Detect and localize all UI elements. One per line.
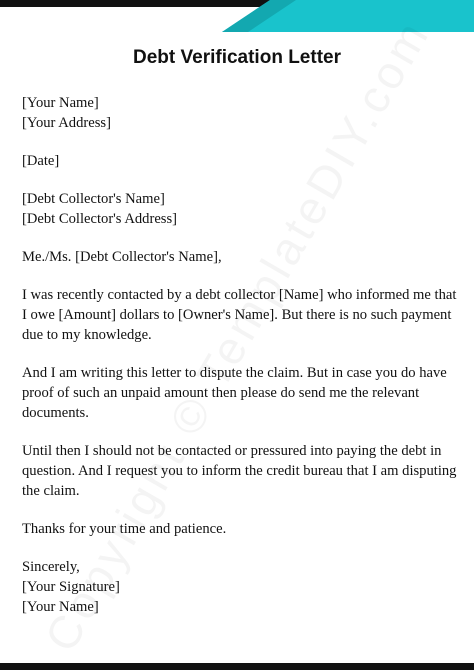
closing-name: [Your Name]	[22, 599, 99, 615]
paragraph-line: documents.	[22, 405, 89, 421]
salutation	[22, 247, 458, 267]
paragraph-line: Until then I should not be contacted or pressured into paying the debt in	[22, 443, 442, 459]
sender-address: [Your Address]	[22, 115, 111, 131]
signature-placeholder: [Your Signature]	[22, 579, 120, 595]
paragraph-line: the claim.	[22, 483, 80, 499]
bottom-dark-bar	[0, 663, 474, 670]
salutation-text: Me./Ms. [Debt Collector's Name],	[22, 249, 222, 265]
paragraph-line: proof of such an unpaid amount then please do send me the relevant	[22, 385, 420, 401]
closing-word: Sincerely,	[22, 559, 80, 575]
date-line	[22, 151, 458, 171]
sender-name: [Your Name]	[22, 95, 99, 111]
paragraph-line: I was recently contacted by a debt collector [Name] who informed me that	[22, 287, 457, 303]
recipient-block	[22, 189, 458, 229]
paragraph-line: I owe [Amount] dollars to [Owner's Name]. But there is no such payment	[22, 307, 452, 323]
paragraph-line: due to my knowledge.	[22, 327, 152, 343]
thanks-line	[22, 519, 458, 539]
recipient-address: [Debt Collector's Address]	[22, 211, 178, 227]
sender-block	[22, 93, 458, 133]
paragraph-1	[22, 285, 458, 345]
thanks-text: Thanks for your time and patience.	[22, 521, 227, 537]
paragraph-line: question. And I request you to inform the credit bureau that I am disputing	[22, 463, 457, 479]
paragraph-line: And I am writing this letter to dispute the claim. But in case you do have	[22, 365, 447, 381]
letter-title: Debt Verification Letter	[133, 47, 341, 68]
recipient-name: [Debt Collector's Name]	[22, 191, 165, 207]
closing-block	[22, 557, 458, 617]
paragraph-3	[22, 441, 458, 501]
top-accent-shape	[0, 0, 474, 40]
paragraph-2	[22, 363, 458, 423]
date: [Date]	[22, 153, 60, 169]
letter-body	[22, 93, 458, 635]
